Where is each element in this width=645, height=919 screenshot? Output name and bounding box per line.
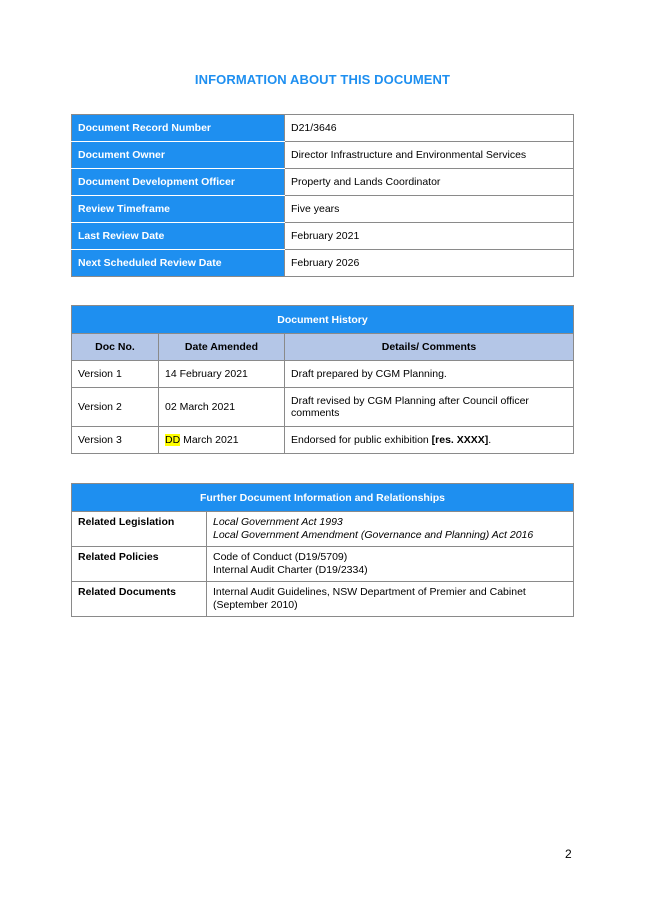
- history-heading: Document History: [72, 306, 574, 334]
- page-number: 2: [565, 847, 572, 861]
- document-info-table: [71, 114, 574, 277]
- date-rest: March 2021: [180, 434, 239, 446]
- table-row: [72, 115, 574, 142]
- details-cell: [285, 427, 574, 454]
- table-row: [72, 223, 574, 250]
- date-highlight: DD: [165, 434, 181, 446]
- date-cell: [159, 427, 285, 454]
- date-cell: 14 February 2021: [159, 361, 285, 388]
- info-label: Document Owner: [72, 142, 285, 169]
- related-policies-label: Related Policies: [72, 547, 207, 582]
- details-cell: Draft prepared by CGM Planning.: [285, 361, 574, 388]
- table-row: [72, 427, 574, 454]
- table-row: [72, 169, 574, 196]
- details-cell: Draft revised by CGM Planning after Council officer comments: [285, 388, 574, 427]
- related-documents-value: [207, 582, 574, 617]
- table-row: [72, 547, 574, 582]
- doc-no-cell: Version 1: [72, 361, 159, 388]
- doc-no-cell: Version 3: [72, 427, 159, 454]
- info-value: Five years: [285, 196, 574, 223]
- related-policies-value: [207, 547, 574, 582]
- info-label: Review Timeframe: [72, 196, 285, 223]
- policy-item: Internal Audit Charter (D19/2334): [213, 564, 368, 576]
- policy-item: Code of Conduct (D19/5709): [213, 551, 348, 563]
- legislation-item: Local Government Amendment (Governance and Planning) Act 2016: [213, 529, 534, 541]
- date-cell: 02 March 2021: [159, 388, 285, 427]
- document-item: Internal Audit Guidelines, NSW Department of Premier and Cabinet (September 2010): [213, 586, 526, 611]
- resolution-placeholder: [res. XXXX]: [431, 434, 489, 446]
- info-value: Property and Lands Coordinator: [285, 169, 574, 196]
- further-heading: Further Document Information and Relationships: [72, 484, 574, 512]
- related-legislation-label: Related Legislation: [72, 512, 207, 547]
- column-header-details: Details/ Comments: [285, 334, 574, 361]
- table-row: [72, 250, 574, 277]
- related-legislation-value: [207, 512, 574, 547]
- details-end: .: [488, 434, 492, 446]
- info-label: Document Development Officer: [72, 169, 285, 196]
- table-row: [72, 512, 574, 547]
- document-history-table: [71, 305, 574, 454]
- legislation-item: Local Government Act 1993: [213, 516, 343, 528]
- details-text: Endorsed for public exhibition: [291, 434, 432, 446]
- column-header-doc-no: Doc No.: [72, 334, 159, 361]
- table-row: [72, 582, 574, 617]
- table-row: [72, 196, 574, 223]
- info-value: February 2021: [285, 223, 574, 250]
- info-label: Document Record Number: [72, 115, 285, 142]
- related-documents-label: Related Documents: [72, 582, 207, 617]
- table-row: [72, 142, 574, 169]
- info-value: D21/3646: [285, 115, 574, 142]
- doc-no-cell: Version 2: [72, 388, 159, 427]
- column-header-date-amended: Date Amended: [159, 334, 285, 361]
- table-row: [72, 388, 574, 427]
- further-info-table: [71, 483, 574, 617]
- info-label: Last Review Date: [72, 223, 285, 250]
- info-value: February 2026: [285, 250, 574, 277]
- info-label: Next Scheduled Review Date: [72, 250, 285, 277]
- info-value: Director Infrastructure and Environmental Services: [285, 142, 574, 169]
- page-title: INFORMATION ABOUT THIS DOCUMENT: [194, 72, 451, 87]
- table-row: [72, 361, 574, 388]
